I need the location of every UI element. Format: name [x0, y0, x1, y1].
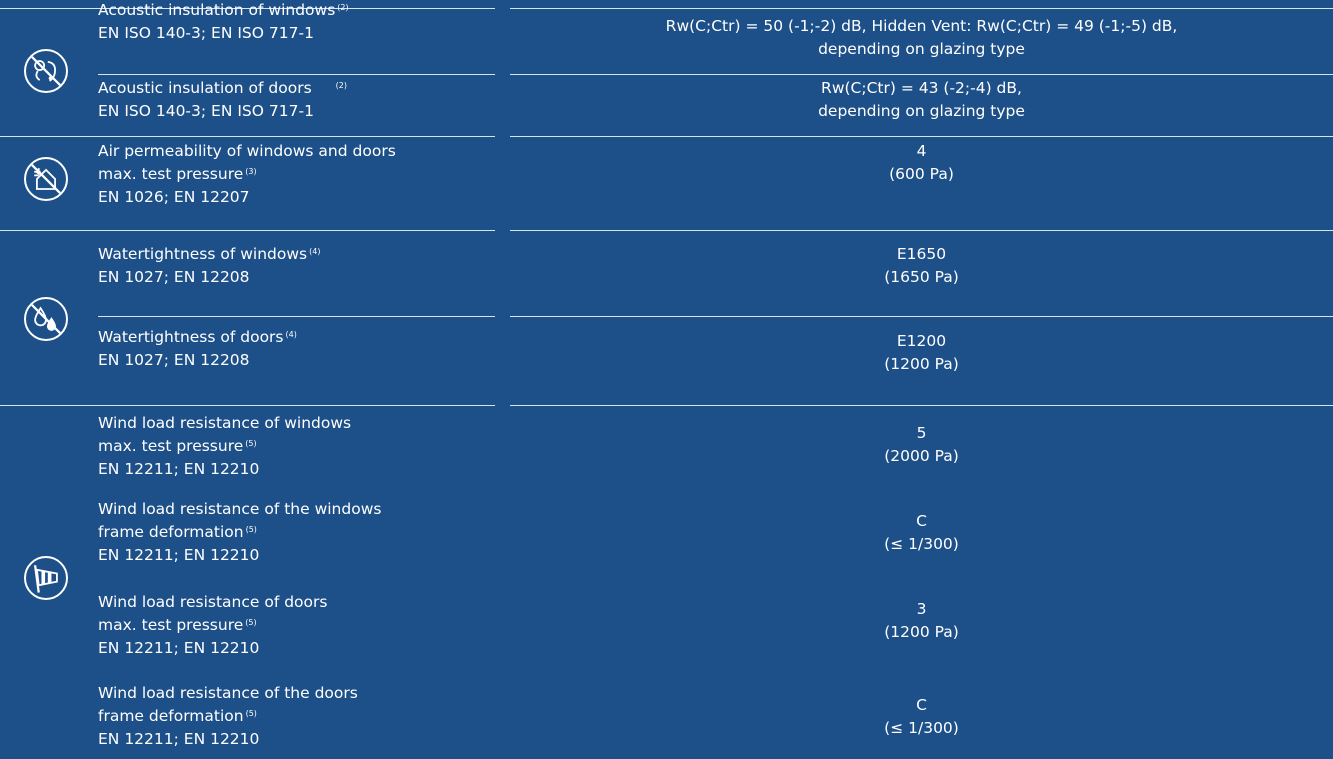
wind-doors-standard: EN 12211; EN 12210: [98, 639, 260, 657]
air-permeability-standard: EN 1026; EN 12207: [98, 188, 250, 206]
footnote-marker: (5): [245, 709, 257, 718]
footnote-marker: (5): [245, 618, 257, 627]
footnote-marker: (2): [335, 81, 347, 90]
acoustic-doors-value-line1: Rw(C;Ctr) = 43 (-2;-4) dB,: [821, 79, 1022, 97]
acoustic-doors-standard: EN ISO 140-3; EN ISO 717-1: [98, 102, 314, 120]
rule-water-top-left: [0, 230, 495, 231]
wind-doors-frame-standard: EN 12211; EN 12210: [98, 730, 260, 748]
wind-doors-value-line2: (1200 Pa): [884, 623, 959, 641]
acoustic-doors-title: Acoustic insulation of doors: [98, 79, 312, 97]
acoustic-windows-value-line2: depending on glazing type: [818, 40, 1025, 58]
no-water-icon: [24, 297, 68, 341]
acoustic-doors-value: [510, 77, 1333, 123]
footnote-marker: (4): [285, 330, 297, 339]
wind-windows-frame-value: [510, 510, 1333, 556]
wind-doors-frame-value-line2: (≤ 1/300): [884, 719, 959, 737]
wind-doors-title: Wind load resistance of doors: [98, 593, 328, 611]
water-doors-standard: EN 1027; EN 12208: [98, 351, 250, 369]
wind-doors-label: [98, 591, 327, 660]
wind-doors-frame-value: [510, 694, 1333, 740]
footnote-marker: (3): [245, 167, 257, 176]
rule-wind-top-left: [0, 405, 495, 406]
acoustic-windows-label: [98, 0, 349, 45]
windsock-icon: [24, 556, 68, 600]
wind-doors-frame-value-line1: C: [916, 696, 927, 714]
wind-doors-value: [510, 598, 1333, 644]
acoustic-windows-title: Acoustic insulation of windows: [98, 1, 336, 19]
footnote-marker: (5): [245, 439, 257, 448]
rule-water-mid-right: [510, 316, 1333, 317]
acoustic-windows-value-line1: Rw(C;Ctr) = 50 (-1;-2) dB, Hidden Vent: Rw(C;Ctr) = 49 (-1;-5) dB,: [665, 17, 1178, 35]
acoustic-windows-standard: EN ISO 140-3; EN ISO 717-1: [98, 24, 314, 42]
water-windows-title: Watertightness of windows: [98, 245, 308, 263]
rule-water-mid-left: [98, 316, 495, 317]
wind-windows-frame-value-line2: (≤ 1/300): [884, 535, 959, 553]
rule-air-top-left: [0, 136, 495, 137]
water-windows-value-line1: E1650: [896, 245, 947, 263]
acoustic-windows-value: [510, 15, 1333, 61]
air-permeability-value-line1: 4: [916, 142, 927, 160]
rule-top-right: [510, 8, 1333, 9]
wind-doors-value-line1: 3: [916, 600, 927, 618]
wind-windows-value-line2: (2000 Pa): [884, 447, 959, 465]
wind-doors-frame-label: [98, 682, 358, 751]
water-windows-standard: EN 1027; EN 12208: [98, 268, 250, 286]
wind-windows-frame-deformation: frame deformation: [98, 523, 244, 541]
acoustic-doors-label: [98, 77, 347, 123]
water-windows-value-line2: (1650 Pa): [884, 268, 959, 286]
rule-acoustic-mid-left: [98, 74, 495, 75]
wind-windows-frame-title: Wind load resistance of the windows: [98, 500, 382, 518]
wind-windows-value-line1: 5: [916, 424, 927, 442]
water-doors-value-line1: E1200: [896, 332, 947, 350]
air-permeability-pressure: max. test pressure: [98, 165, 244, 183]
wind-doors-frame-deformation: frame deformation: [98, 707, 244, 725]
no-draught-icon: [24, 157, 68, 201]
footnote-marker: (2): [337, 3, 349, 12]
rule-water-top-right: [510, 230, 1333, 231]
wind-windows-frame-value-line1: C: [916, 512, 927, 530]
no-noise-icon: [24, 49, 68, 93]
footnote-marker: (4): [309, 247, 321, 256]
water-doors-value-line2: (1200 Pa): [884, 355, 959, 373]
air-permeability-value: [510, 140, 1333, 186]
wind-doors-pressure: max. test pressure: [98, 616, 244, 634]
air-permeability-title: Air permeability of windows and doors: [98, 142, 396, 160]
water-windows-label: [98, 243, 320, 289]
wind-windows-pressure: max. test pressure: [98, 437, 244, 455]
wind-windows-frame-standard: EN 12211; EN 12210: [98, 546, 260, 564]
acoustic-doors-value-line2: depending on glazing type: [818, 102, 1025, 120]
rule-wind-top-right: [510, 405, 1333, 406]
air-permeability-value-line2: (600 Pa): [889, 165, 954, 183]
wind-windows-standard: EN 12211; EN 12210: [98, 460, 260, 478]
air-permeability-label: [98, 140, 396, 209]
rule-acoustic-mid-right: [510, 74, 1333, 75]
wind-windows-value: [510, 422, 1333, 468]
water-doors-label: [98, 326, 297, 372]
wind-doors-frame-title: Wind load resistance of the doors: [98, 684, 358, 702]
wind-windows-title: Wind load resistance of windows: [98, 414, 352, 432]
rule-air-top-right: [510, 136, 1333, 137]
water-doors-value: [510, 330, 1333, 376]
footnote-marker: (5): [245, 525, 257, 534]
water-windows-value: [510, 243, 1333, 289]
wind-windows-frame-label: [98, 498, 381, 567]
wind-windows-label: [98, 412, 351, 481]
water-doors-title: Watertightness of doors: [98, 328, 284, 346]
